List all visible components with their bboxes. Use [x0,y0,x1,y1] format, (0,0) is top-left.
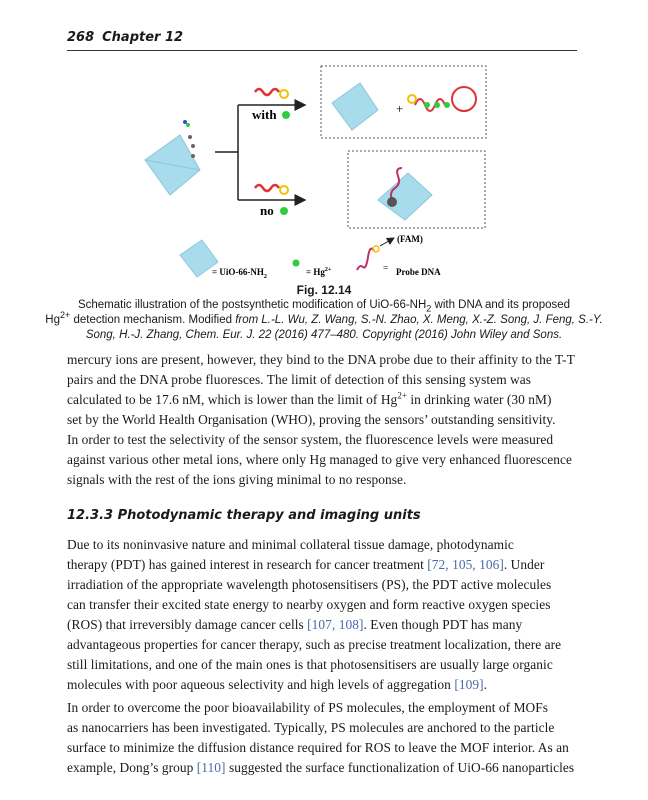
probe-dna-icon [255,185,279,191]
text-line: calculated to be 17.6 nM, which is lower than the limit of $Hg^{2+}$ in drinking water (30 nM) [67,390,552,407]
plus-sign: + [396,101,404,116]
citation-link[interactable]: [109] [454,677,484,692]
text-line: signals with the rest of the ions giving minimal to no response. [67,472,407,487]
citation-link[interactable]: [107, 108] [307,617,364,632]
hg-ion-icon [280,207,288,215]
probe-dna-icon [255,89,279,95]
legend-hg-label: = $Hg^{2+}$ [306,267,332,277]
text-line: example, Dong’s group [110] suggested the surface functionalization of UiO-66 nanoparticles [67,760,575,775]
text-line: irradiation of the appropriate wavelength photosensitisers (PS), the PDT active molecules [67,577,552,592]
no-label: no [260,203,274,218]
text-line: advantageous properties for cancer therapy, such as precise treatment localization, there are [67,637,562,652]
equals-sign: = [383,263,389,273]
text-line: surface to minimize the diffusion distance required for ROS to leave the MOF interior. As an [67,740,569,755]
text-line: In order to overcome the poor bioavailability of PS molecules, the employment of MOFs [67,700,549,715]
text-line: against various other metal ions, where only Hg managed to give very enhanced fluorescence [67,452,572,467]
legend-dna-icon [357,249,374,270]
chapter-title: Chapter 12 [102,30,184,45]
text-line: mercury ions are present, however, they bind to the DNA probe due to their affinity to the T-T [67,352,575,367]
page-number: 268 [67,30,95,45]
header-rule [67,50,577,51]
figure-caption: Schematic illustration of the postsynthetic modification of UiO-$66-NH_2$ with DNA and its proposed $Hg^{2+}$ detection mechanism. Modified from L.-L. Wu, Z. Wang, S.-N. Zhao, X. Meng, X.-Z. Song, J. Feng, S.-Y. Song, H.-J. Zhang, Chem. Eur. J. 22 (2016) 477–480. Copyright (2016) John Wiley and Sons. [45,299,603,341]
figure-label: Fig. 12.14 [296,283,352,297]
citation-link[interactable]: [72, 105, 106] [427,557,504,572]
text-line: still limitations, and one of the main ones is that photosensitisers are usually large organic [67,657,553,672]
section-heading: 12.3.3 Photodynamic therapy and imaging units [67,508,421,523]
running-header [67,30,191,45]
text-line: set by the World Health Organisation (WHO), proving the sensors’ outstanding sensitivity. [67,412,556,427]
citation-link[interactable]: [110] [196,760,226,775]
fam-icon [280,90,288,98]
legend-hg-icon [293,260,300,267]
fam-icon [280,186,288,194]
text-line: therapy (PDT) has gained interest in research for cancer treatment [72, 105, 106]. Under [67,557,545,572]
text-line: In order to test the selectivity of the sensor system, the fluorescence levels were measured [67,432,554,447]
text-line: Due to its noninvasive nature and minimal collateral tissue damage, photodynamic [67,537,514,552]
text-line: pairs and the DNA probe fluoresces. The limit of detection of this sensing system was [67,372,532,387]
legend-fam-label: (FAM) [397,234,423,244]
text-line: molecules with poor aqueous selectivity and high levels of aggregation [109]. [67,677,487,692]
text-line: (ROS) that irreversibly damage cancer cells [107, 108]. Even though PDT has many [67,617,523,632]
figure-schematic [60,55,580,283]
text-line: can transfer their excited state energy to nearby oxygen and form reactive oxygen species [67,597,551,612]
text-line: as nanocarriers has been investigated. Typically, PS molecules are anchored to the particle [67,720,555,735]
legend-mof-label: = UiO-$66-NH_2$ [212,267,267,280]
legend-dna-label: Probe DNA [396,267,441,277]
hg-ion-icon [282,111,290,119]
mof-crystal-main [145,120,200,195]
with-label: with [252,107,277,122]
